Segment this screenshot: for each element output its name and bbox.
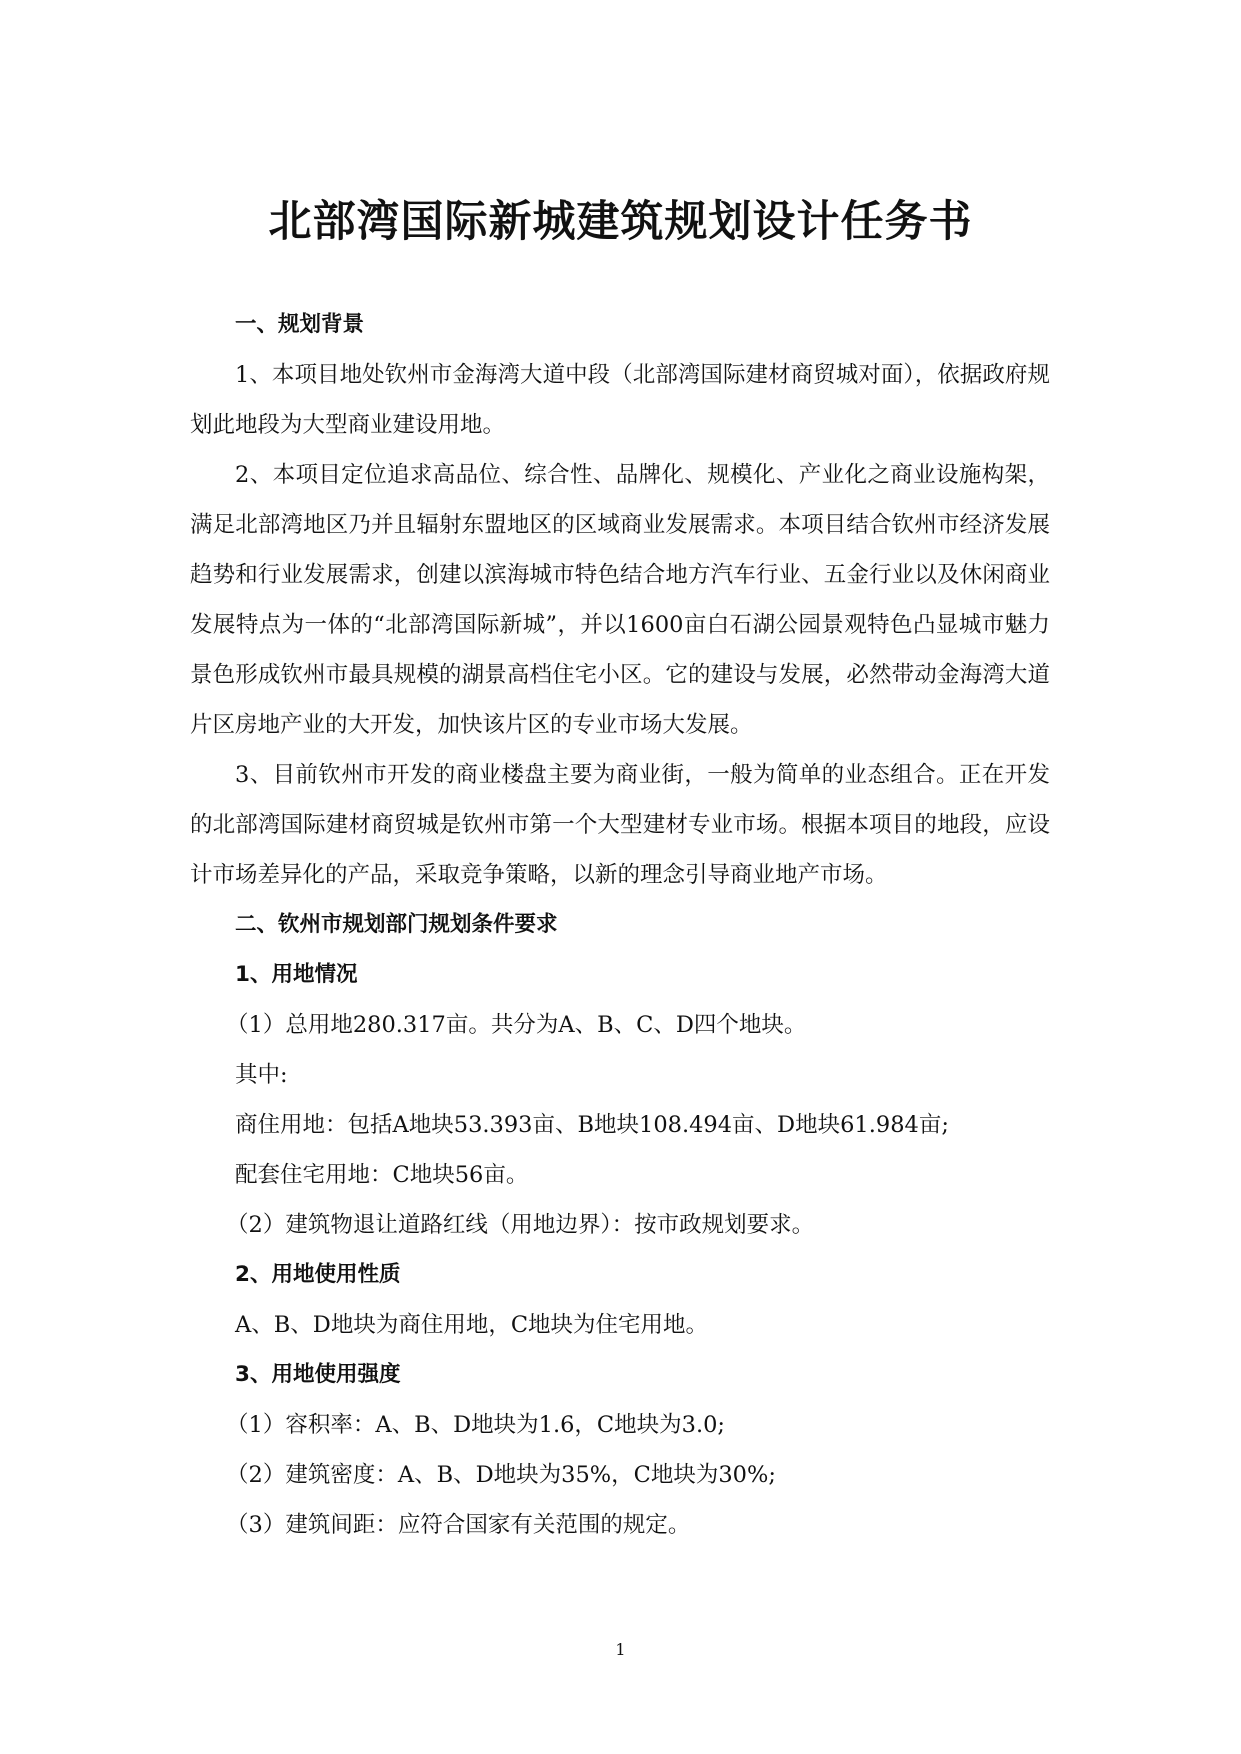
item-building-setback: （2）建筑物退让道路红线（用地边界）：按市政规划要求。: [226, 1212, 815, 1238]
line-among-them: 其中:: [235, 1062, 288, 1088]
document-title: 北部湾国际新城建筑规划设计任务书: [268, 197, 973, 247]
line-supporting-residential-land: 配套住宅用地：C地块56亩。: [235, 1162, 529, 1188]
section-heading-planning-background: 一、规划背景: [235, 312, 365, 337]
section-heading-planning-conditions: 二、钦州市规划部门规划条件要求: [235, 912, 558, 937]
item-floor-area-ratio: （1）容积率：A、B、D地块为1.6，C地块为3.0;: [226, 1412, 725, 1438]
subheading-land-situation: 1、用地情况: [235, 962, 358, 987]
page-number: 1: [615, 1640, 626, 1659]
paragraph-positioning: 2、本项目定位追求高品位、综合性、品牌化、规模化、产业化之商业设施构架， 满足北部湾地区乃并且辐射东盟地区的区域商业发展需求。本项目结合钦州市经济发展趋势和行业发展需求，创建以滨海城市特色结合地方汽车行业、五金行业以及休闲商业发展特点为一体的“北部湾国际新城”，并以1600亩白石湖公园景观特色凸显城市魅力景色形成钦州市最具规模的湖景高档住宅小区。它的建设与发展，必然带动金海湾大道片区房地产业的大开发，加快该片区的专业市场大发展。: [190, 462, 1050, 738]
paragraph-location: 1、本项目地处钦州市金海湾大道中段（北部湾国际建材商贸城对面），依据政府规划此地段为大型商业建设用地。: [190, 362, 1050, 438]
item-building-spacing: （3）建筑间距：应符合国家有关范围的规定。: [226, 1512, 691, 1538]
subheading-land-use-nature: 2、用地使用性质: [235, 1262, 401, 1287]
line-land-use-nature: A、B、D地块为商住用地，C地块为住宅用地。: [235, 1312, 709, 1338]
subheading-land-use-intensity: 3、用地使用强度: [235, 1362, 401, 1387]
document-body: [190, 300, 1050, 1550]
item-total-land: （1）总用地280.317亩。共分为A、B、C、D四个地块。: [226, 1012, 807, 1038]
paragraph-market-status: 3、目前钦州市开发的商业楼盘主要为商业街，一般为简单的业态组合。正在开发的北部湾国际建材商贸城是钦州市第一个大型建材专业市场。根据本项目的地段，应设计市场差异化的产品，采取竞争策略，以新的理念引导商业地产市场。: [190, 762, 1050, 888]
item-building-density: （2）建筑密度：A、B、D地块为35%，C地块为30%;: [226, 1462, 776, 1488]
line-commercial-residential-land: 商住用地：包括A地块53.393亩、B地块108.494亩、D地块61.984亩;: [235, 1112, 949, 1138]
